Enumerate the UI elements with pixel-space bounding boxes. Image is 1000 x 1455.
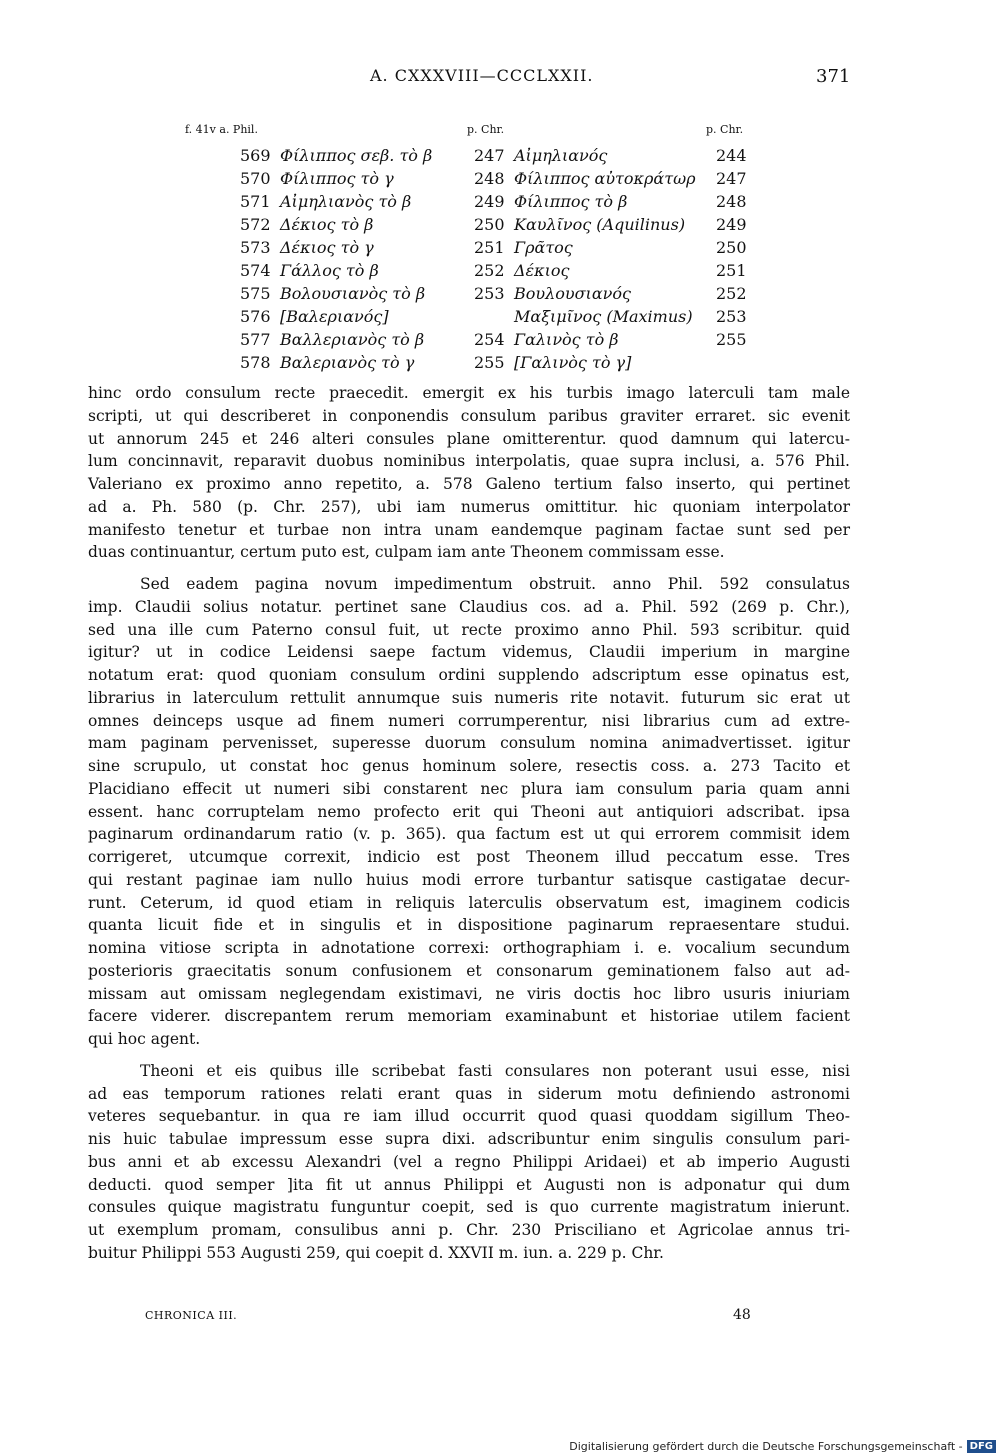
- text-line: scripti, ut qui describeret in conponendis consulum paribus graviter erraret. sic evenit: [88, 406, 850, 425]
- chr-year: 248: [474, 169, 505, 188]
- consul-name: Βουλουσιανός: [514, 284, 631, 303]
- digitization-notice: [569, 1438, 1000, 1455]
- text-line: Valeriano ex proximo anno repetito, a. 578 Galeno tertium falso inserto, qui pertinet: [88, 475, 850, 493]
- phil-year: 574: [240, 261, 271, 280]
- consul-name: Καυλῖνος (Aquilinus): [514, 215, 686, 234]
- consul-name: Δέκιος: [514, 261, 570, 280]
- text-line: omnes deinceps usque ad finem numeri corrumperentur, nisi librarius cum ad extre-: [88, 711, 850, 730]
- text-line: ad eas temporum rationes relati erant quas in siderum motu definiendo astronomi: [88, 1084, 850, 1103]
- text-line: facere viderer. discrepantem rerum memoriam examinabunt et historiae utilem facient: [88, 1007, 850, 1026]
- phil-year: 572: [240, 215, 271, 234]
- table-row: [0, 146, 1000, 169]
- consul-name: [Γαλινὸς τὸ γ]: [514, 353, 632, 372]
- table-row: [0, 215, 1000, 238]
- chr-year: 254: [474, 330, 505, 349]
- text-line: nomina vitiose scripta in adnotatione correxi: orthographiam i. e. vocalium secundum: [88, 939, 850, 957]
- chr-year: 250: [474, 215, 505, 234]
- paragraph: [88, 573, 850, 1051]
- chr-year: 255: [474, 353, 505, 372]
- phil-year: 575: [240, 284, 271, 303]
- text-line: sed una ille cum Paterno consul fuit, ut recte proximo anno Phil. 593 scribitur. quid: [88, 620, 850, 639]
- phil-year: 578: [240, 353, 271, 372]
- phil-year: 570: [240, 169, 271, 188]
- text-line: quanta licuit fide et in singulis et in dispositione paginarum repraesentare studui.: [88, 916, 850, 935]
- signature-mark: CHRONICA III.: [145, 1309, 238, 1322]
- text-line: veteres sequebantur. in qua re iam illud occurrit quod quasi quoddam sigillum Theo-: [88, 1107, 850, 1126]
- consul-name: Φίλιππος τὸ β: [514, 192, 628, 211]
- text-line: paginarum ordinandarum ratio (v. p. 365). qua factum est ut qui errorem commisit idem: [88, 825, 850, 844]
- text-line: notatum erat: quod quoniam consulum ordini supplendo adscriptum esse opinatus est,: [88, 666, 850, 684]
- text-line: Placidiano effecit ut numeri sibi constarent nec plura iam consulum paria quam anni: [88, 779, 850, 798]
- digitization-text: Digitalisierung gefördert durch die Deutsche Forschungsgemeinschaft -: [569, 1440, 963, 1453]
- text-line: consules quique magistratu funguntur coepit, sed is quo currente magistratum inierunt.: [88, 1198, 850, 1217]
- chr-year: 247: [474, 146, 505, 165]
- table-header-phil: f. 41v a. Phil.: [185, 123, 258, 136]
- table-row: [0, 330, 1000, 353]
- running-title: A. CXXXVIII—CCCLXXII.: [370, 66, 594, 85]
- consul-name: Βολουσιανὸς τὸ β: [280, 284, 426, 303]
- text-line: missam aut omissam neglegendam existimavi, ne viris doctis hoc libro usuris iniuriam: [88, 984, 850, 1003]
- consul-name: Φίλιππος αὐτοκράτωρ: [514, 169, 696, 188]
- paragraph: [88, 1060, 850, 1265]
- text-line: ut annorum 245 et 246 alteri consules plane omitterentur. quod damnum qui latercu-: [88, 429, 850, 448]
- consul-name: Βαλεριανὸς τὸ γ: [280, 353, 415, 372]
- page-number: 371: [816, 66, 851, 87]
- chr-year: 252: [474, 261, 505, 280]
- paragraph: [88, 382, 850, 564]
- text-line: hinc ordo consulum recte praecedit. emergit ex his turbis imago laterculi tam male: [88, 384, 850, 402]
- consul-name: [Βαλεριανός]: [280, 307, 389, 326]
- text-line: manifesto tenetur et turbae non intra unam eandemque paginam factae sunt sed per: [88, 520, 850, 539]
- table-row: [0, 169, 1000, 192]
- text-line: qui restant paginae iam nullo huius modi errore turbantur satisque castigatae decur-: [88, 870, 850, 889]
- chr-year: 252: [716, 284, 747, 303]
- chr-year: 255: [716, 330, 747, 349]
- text-line: sine scrupulo, ut constat hoc genus hominum solere, resectis coss. a. 273 Tacito et: [88, 757, 850, 775]
- table-row: [0, 192, 1000, 215]
- consul-name: Γρᾶτος: [514, 238, 573, 257]
- text-line: Sed eadem pagina novum impedimentum obstruit. anno Phil. 592 consulatus: [140, 575, 850, 593]
- chr-year: 253: [474, 284, 505, 303]
- text-line: imp. Claudii solius notatur. pertinet sane Claudius cos. ad a. Phil. 592 (269 p. Chr.),: [88, 597, 850, 616]
- consul-name: Μαξιμῖνος (Maximus): [514, 307, 693, 326]
- table-row: [0, 353, 1000, 376]
- phil-year: 569: [240, 146, 271, 165]
- table-header-chr-right: p. Chr.: [706, 123, 744, 136]
- text-line: nis huic tabulae impressum esse supra dixi. adscribuntur enim singulis consulum pari-: [88, 1130, 850, 1148]
- body-text: [88, 382, 850, 1265]
- chr-year: 250: [716, 238, 747, 257]
- phil-year: 577: [240, 330, 271, 349]
- consul-name: Αἰμηλιανός: [514, 146, 608, 165]
- table-header-chr-middle: p. Chr.: [467, 123, 505, 136]
- text-line: ut exemplum promam, consulibus anni p. Chr. 230 Prisciliano et Agricolae annus tri-: [88, 1221, 850, 1239]
- consul-name: Γαλινὸς τὸ β: [514, 330, 619, 349]
- consul-name: Δέκιος τὸ γ: [280, 238, 374, 257]
- text-line: ad a. Ph. 580 (p. Chr. 257), ubi iam numerus omittitur. hic quoniam interpolator: [88, 497, 850, 516]
- phil-year: 571: [240, 192, 271, 211]
- consul-name: Βαλλεριανὸς τὸ β: [280, 330, 425, 349]
- chr-year: 251: [474, 238, 505, 257]
- text-line: buitur Philippi 553 Augusti 259, qui coepit d. XXVII m. iun. a. 229 p. Chr.: [88, 1243, 664, 1262]
- consul-name: Δέκιος τὸ β: [280, 215, 374, 234]
- text-line: lum concinnavit, reparavit duobus nominibus interpolatis, quae supra inclusi, a. 576 Phil.: [88, 452, 850, 471]
- text-line: Theoni et eis quibus ille scribebat fasti consulares non poterant usui esse, nisi: [140, 1061, 850, 1080]
- chr-year: 247: [716, 169, 747, 188]
- text-line: bus anni et ab excessu Alexandri (vel a regno Philippi Aridaei) et ab imperio Augusti: [88, 1152, 850, 1171]
- text-line: posterioris graecitatis sonum confusionem et consonarum geminationem falso aut ad-: [88, 961, 850, 980]
- chr-year: 251: [716, 261, 747, 280]
- phil-year: 573: [240, 238, 271, 257]
- chr-year: 249: [474, 192, 505, 211]
- consul-name: Γάλλος τὸ β: [280, 261, 379, 280]
- table-row: [0, 307, 1000, 330]
- chr-year: 248: [716, 192, 747, 211]
- consul-name: Αἰμηλιανὸς τὸ β: [280, 192, 412, 211]
- text-line: runt. Ceterum, id quod etiam in reliquis laterculis observatum est, imaginem codicis: [88, 893, 850, 912]
- table-row: [0, 284, 1000, 307]
- table-row: [0, 238, 1000, 261]
- text-line: deducti. quod semper ]ita fit ut annus Philippi et Augusti non is adponatur qui dum: [88, 1175, 850, 1194]
- text-line: mam paginam pervenisset, superesse duorum consulum nomina animadvertisset. igitur: [88, 734, 850, 753]
- text-line: essent. hanc corruptelam nemo profecto erit qui Theoni aut antiquiori adscribat. ipsa: [88, 802, 850, 821]
- text-line: duas continuantur, certum puto est, culpam iam ante Theonem commissam esse.: [88, 543, 725, 562]
- chr-year: 249: [716, 215, 747, 234]
- consul-name: Φίλιππος τὸ γ: [280, 169, 394, 188]
- text-line: corrigeret, utcumque correxit, indicio est post Theonem illud peccatum esse. Tres: [88, 848, 850, 866]
- text-line: qui hoc agent.: [88, 1030, 201, 1048]
- consul-name: Φίλιππος σεβ. τὸ β: [280, 146, 433, 165]
- text-line: igitur? ut in codice Leidensi saepe factum videmus, Claudii imperium in margine: [88, 643, 850, 662]
- chr-year: 253: [716, 307, 747, 326]
- table-row: [0, 261, 1000, 284]
- phil-year: 576: [240, 307, 271, 326]
- chr-year: 244: [716, 146, 747, 165]
- text-line: librarius in laterculum rettulit annumque suis numeris rite notavit. futurum sic erat ut: [88, 688, 850, 707]
- signature-number: 48: [733, 1307, 751, 1323]
- dfg-logo-icon: DFG: [967, 1440, 996, 1453]
